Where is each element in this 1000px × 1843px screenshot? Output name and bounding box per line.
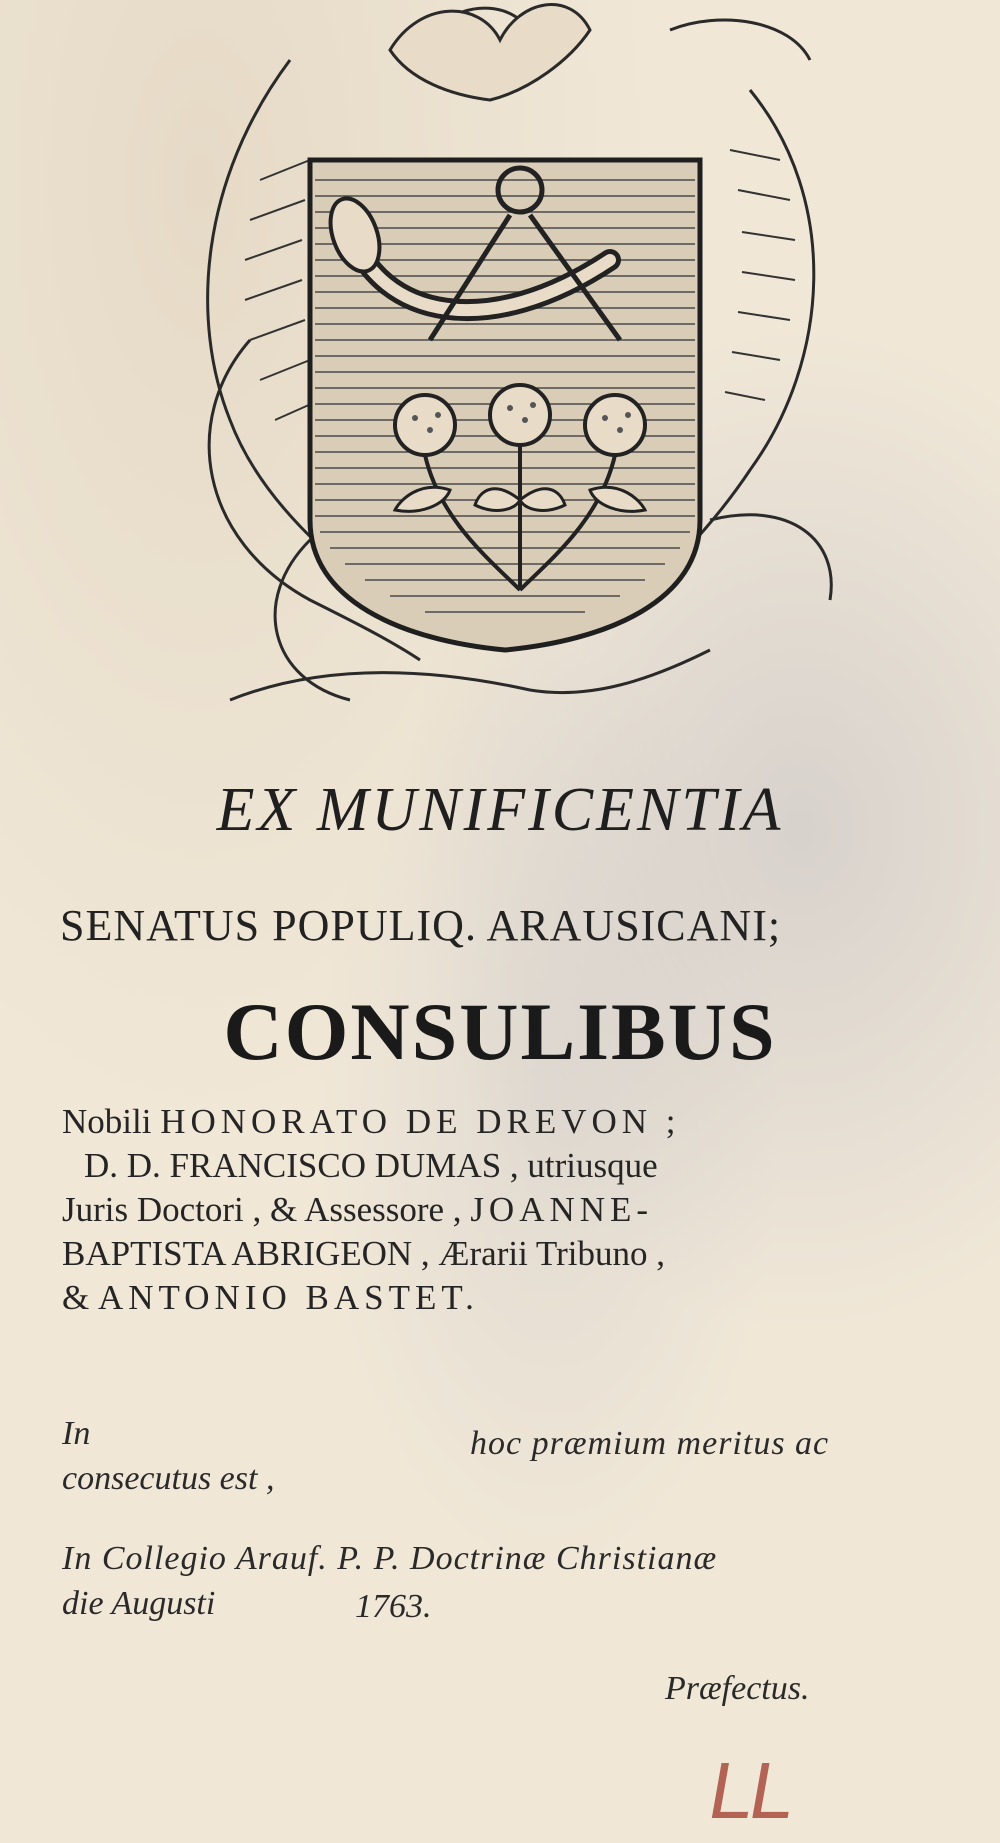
consuls-list <box>62 1100 962 1320</box>
consuls-line-1 <box>62 1100 962 1144</box>
consuls-line-3 <box>62 1188 962 1232</box>
dating-line-2a: die Augusti <box>62 1585 216 1622</box>
red-ink-mark: LL <box>702 1746 799 1835</box>
consul-name: JOANNE- <box>470 1190 654 1229</box>
consuls-text: & <box>62 1278 90 1317</box>
dating-year: 1763. <box>355 1588 432 1625</box>
prefect-signature-line: Præfectus. <box>665 1670 810 1707</box>
award-line-1: hoc præmium meritus ac <box>470 1425 830 1462</box>
heading-line-3: CONSULIBUS <box>223 986 777 1077</box>
consuls-line-4: BAPTISTA ABRIGEON , Ærarii Tribuno , <box>62 1234 665 1273</box>
heading-line-2: SENATUS POPULIQ. ARAUSICANI; <box>60 901 782 950</box>
consuls-text: Juris Doctori , & Assessore , <box>62 1190 462 1229</box>
dating-line-1: In Collegio Arauf. P. P. Doctrinæ Christianæ <box>62 1540 718 1577</box>
consuls-text: Nobili <box>62 1102 152 1141</box>
consuls-line-5 <box>62 1276 962 1320</box>
consuls-line-2: D. D. FRANCISCO DUMAS , utriusque <box>84 1146 658 1185</box>
consul-name: ANTONIO BASTET. <box>97 1278 479 1317</box>
consul-name: HONORATO DE DREVON ; <box>160 1102 681 1141</box>
coat-of-arms-engraving <box>190 0 850 740</box>
award-in: In <box>62 1415 91 1452</box>
award-line-2: consecutus est , <box>62 1460 275 1497</box>
heading-line-1: EX MUNIFICENTIA <box>216 776 784 844</box>
